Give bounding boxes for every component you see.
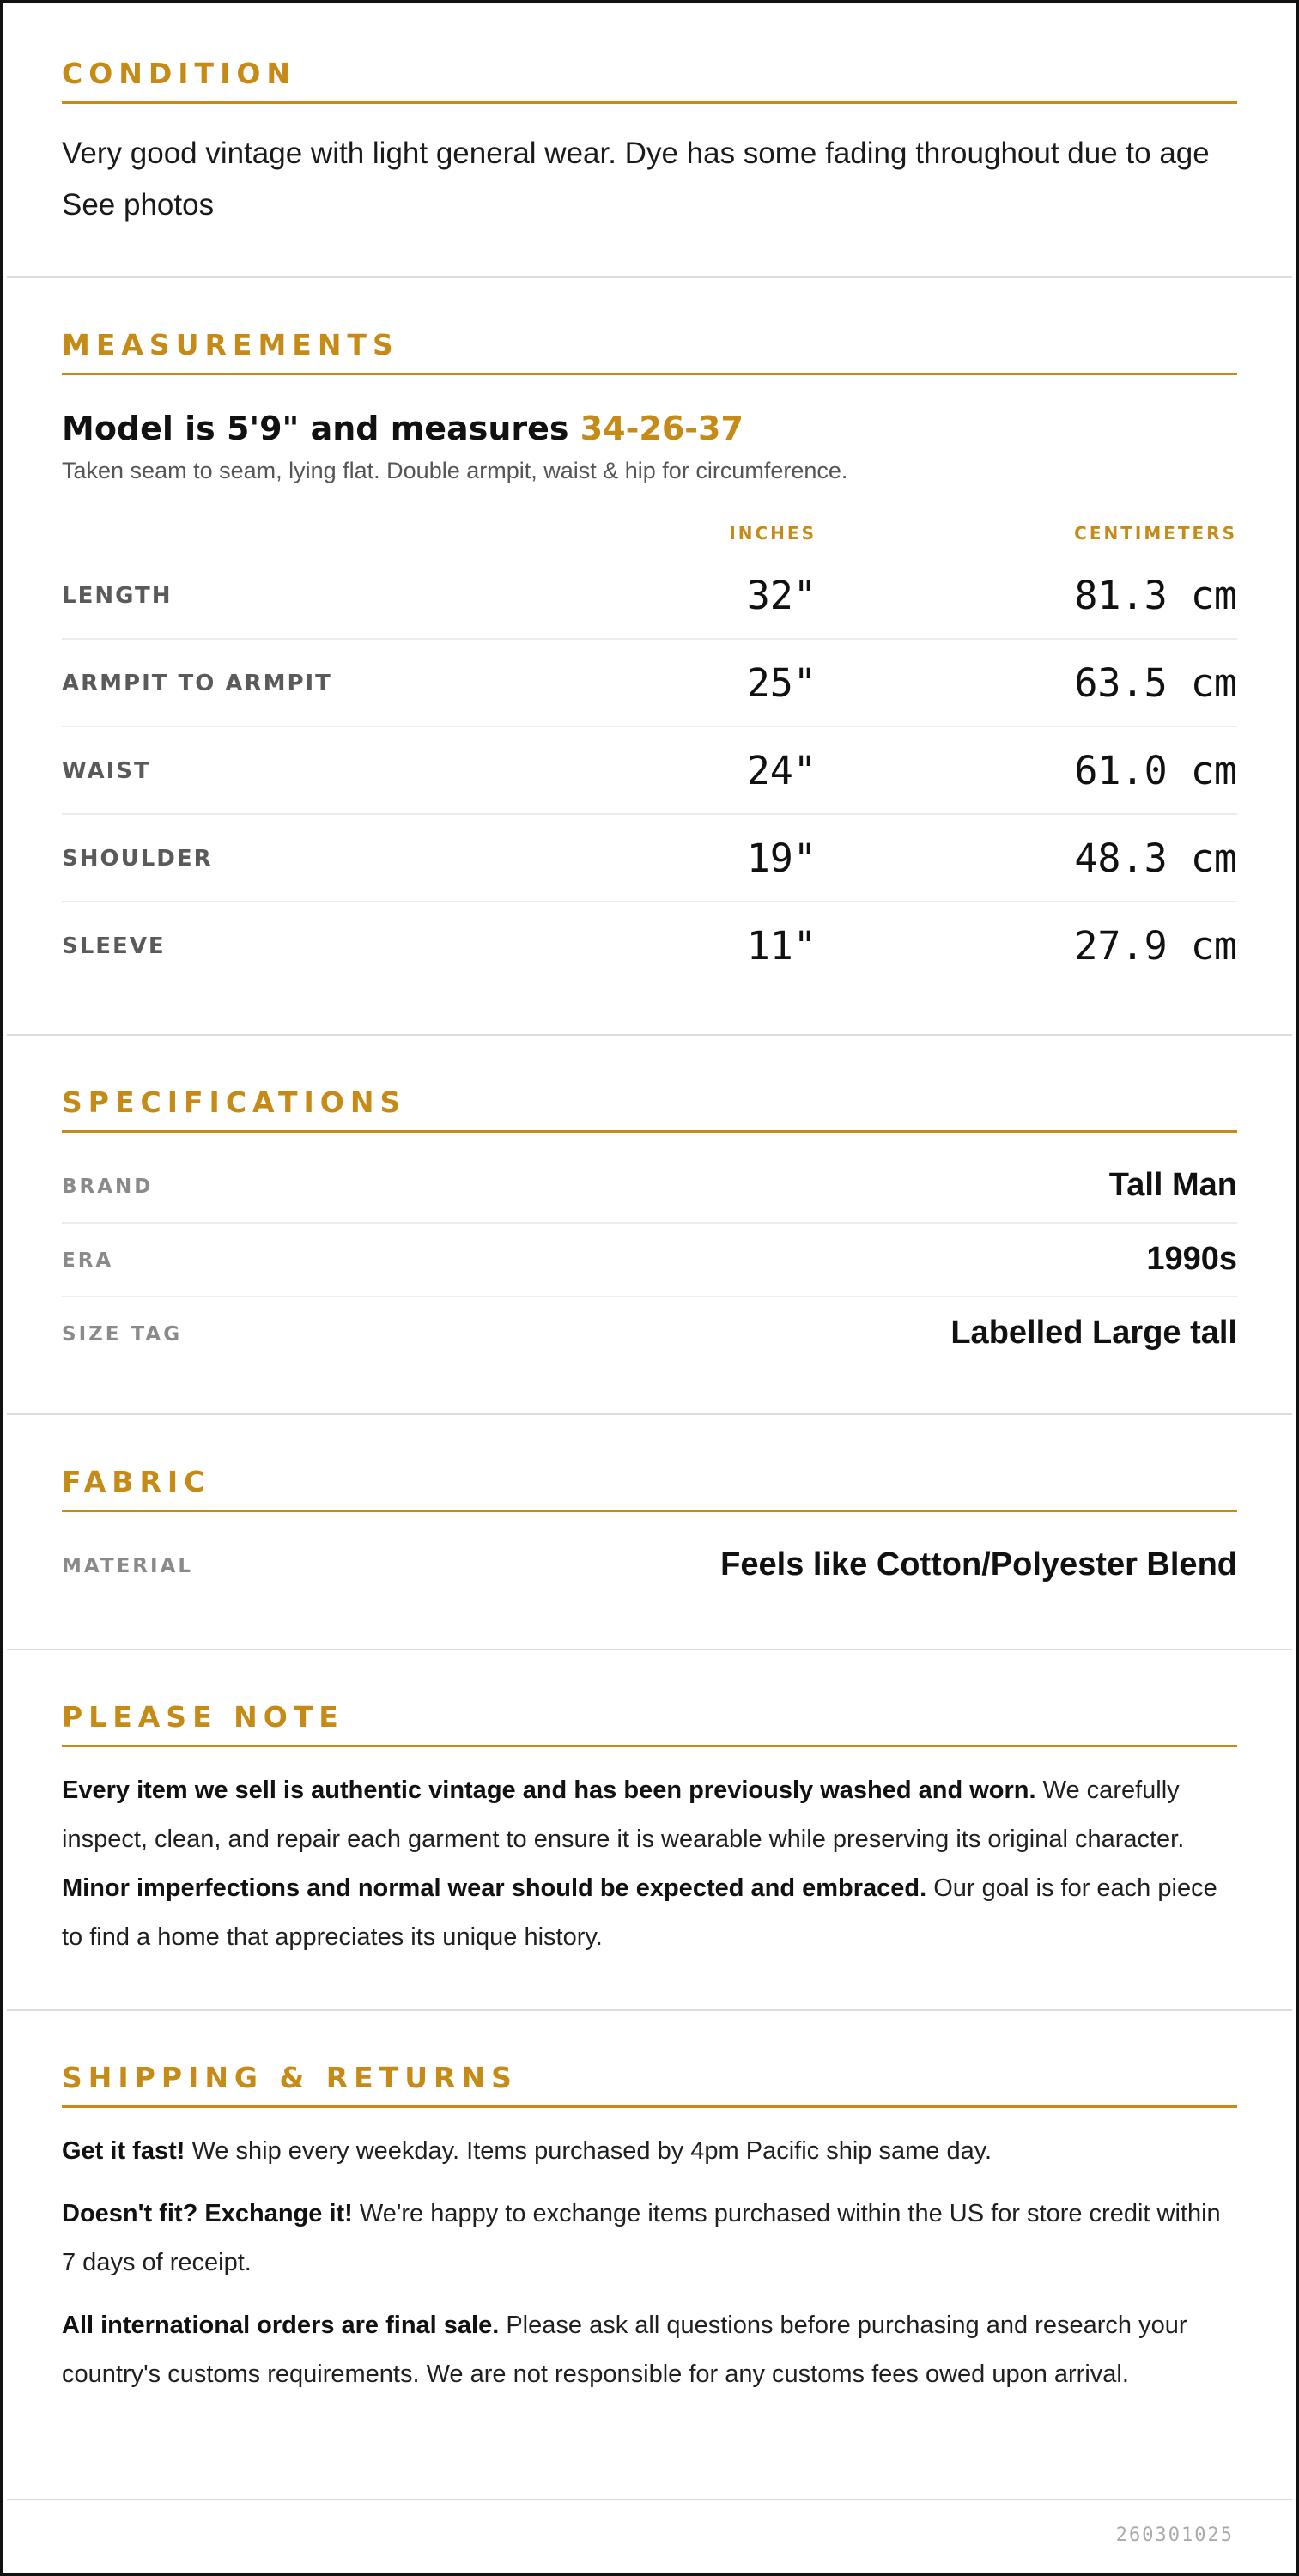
shipping-p1-text: We ship every weekday. Items purchased by 4pm Pacific ship same day. [185, 2137, 992, 2165]
measurement-label: WAIST [62, 758, 151, 784]
please-note-bold-2: Minor imperfections and normal wear should be expected and embraced. [62, 1874, 927, 1902]
measurement-rows [62, 552, 1237, 988]
measurement-inches: 25" [746, 660, 816, 706]
condition-heading: CONDITION [62, 7, 1237, 104]
shipping-p2-text: We're happy to exchange items purchased within the US for store credit within 7 days of receipt. [62, 2200, 1221, 2276]
inches-column-header: INCHES [729, 523, 816, 544]
spec-value: 1990s [1146, 1241, 1237, 1277]
measurement-cm: 81.3 cm [1074, 573, 1237, 618]
specifications-section [7, 1036, 1292, 1415]
shipping-p3-text: Please ask all questions before purchasing and research your country's customs requirements. We are not responsible for any customs fees owed upon arrival. [62, 2312, 1187, 2388]
measurement-label: SHOULDER [62, 846, 213, 872]
please-note-section [7, 1650, 1292, 2011]
fabric-heading: FABRIC [62, 1415, 1237, 1512]
spec-row-brand [62, 1150, 1237, 1224]
measurement-inches: 32" [746, 573, 816, 618]
spec-value: Tall Man [1108, 1167, 1237, 1203]
shipping-p3-bold: All international orders are final sale. [62, 2312, 500, 2339]
spec-label: SIZE TAG [62, 1323, 183, 1346]
measurement-row-waist [62, 727, 1237, 815]
specification-rows [62, 1150, 1237, 1370]
please-note-text-2: Our goal is for each piece to find a home that appreciates its unique history. [62, 1874, 1217, 1951]
measurement-method-note: Taken seam to seam, lying flat. Double armpit, waist & hip for circumference. [62, 458, 848, 483]
spec-value: Labelled Large tall [950, 1315, 1237, 1351]
measurement-inches: 24" [746, 748, 816, 793]
product-code: 260301025 [1115, 2524, 1234, 2546]
measurement-label: SLEEVE [62, 933, 166, 959]
measurement-inches: 19" [746, 835, 816, 881]
measurement-row-shoulder [62, 815, 1237, 902]
fabric-label: MATERIAL [62, 1555, 194, 1577]
model-measures-numbers: 34-26-37 [580, 410, 744, 447]
measurement-cm: 48.3 cm [1074, 835, 1237, 881]
measurement-cm: 61.0 cm [1074, 748, 1237, 793]
condition-text: Very good vintage with light general wear. Dye has some fading throughout due to age See photos [62, 137, 1210, 222]
spec-row-era [62, 1224, 1237, 1297]
please-note-text [62, 1766, 1237, 1962]
spec-row-size-tag [62, 1297, 1237, 1370]
fabric-rows [62, 1529, 1237, 1601]
model-measures-line [62, 408, 1237, 449]
centimeters-column-header: CENTIMETERS [1074, 523, 1237, 544]
please-note-text-1: We carefully inspect, clean, and repair each garment to ensure it is wearable while preserving its original character. [62, 1777, 1185, 1853]
shipping-p2-bold: Doesn't fit? Exchange it! [62, 2200, 353, 2227]
please-note-bold-1: Every item we sell is authentic vintage and has been previously washed and worn. [62, 1777, 1036, 1804]
shipping-returns-section [7, 2011, 1292, 2500]
measurement-row-armpit [62, 640, 1237, 727]
specifications-heading: SPECIFICATIONS [62, 1036, 1237, 1133]
please-note-heading: PLEASE NOTE [62, 1650, 1237, 1747]
fabric-row-material [62, 1529, 1237, 1601]
fabric-value: Feels like Cotton/Polyester Blend [720, 1546, 1237, 1583]
measurement-column-headers [62, 504, 1237, 552]
measurement-row-sleeve [62, 902, 1237, 988]
shipping-returns-heading: SHIPPING & RETURNS [62, 2011, 1237, 2108]
measurement-inches: 11" [746, 923, 816, 969]
measurements-section [7, 278, 1292, 1036]
measurement-label: LENGTH [62, 583, 173, 609]
condition-section [7, 7, 1292, 278]
spec-label: BRAND [62, 1176, 154, 1198]
shipping-paragraph-3 [62, 2301, 1237, 2399]
measurement-label: ARMPIT TO ARMPIT [62, 671, 332, 696]
measurement-row-length [62, 552, 1237, 640]
shipping-paragraph-2 [62, 2190, 1237, 2287]
spec-label: ERA [62, 1249, 114, 1272]
measurement-cm: 63.5 cm [1074, 660, 1237, 706]
fabric-section [7, 1415, 1292, 1650]
measurements-heading: MEASUREMENTS [62, 278, 1237, 375]
model-measures-prefix: Model is 5'9" and measures [62, 410, 580, 447]
shipping-paragraph-1 [62, 2127, 1237, 2176]
measurement-cm: 27.9 cm [1074, 923, 1237, 969]
shipping-p1-bold: Get it fast! [62, 2137, 185, 2165]
